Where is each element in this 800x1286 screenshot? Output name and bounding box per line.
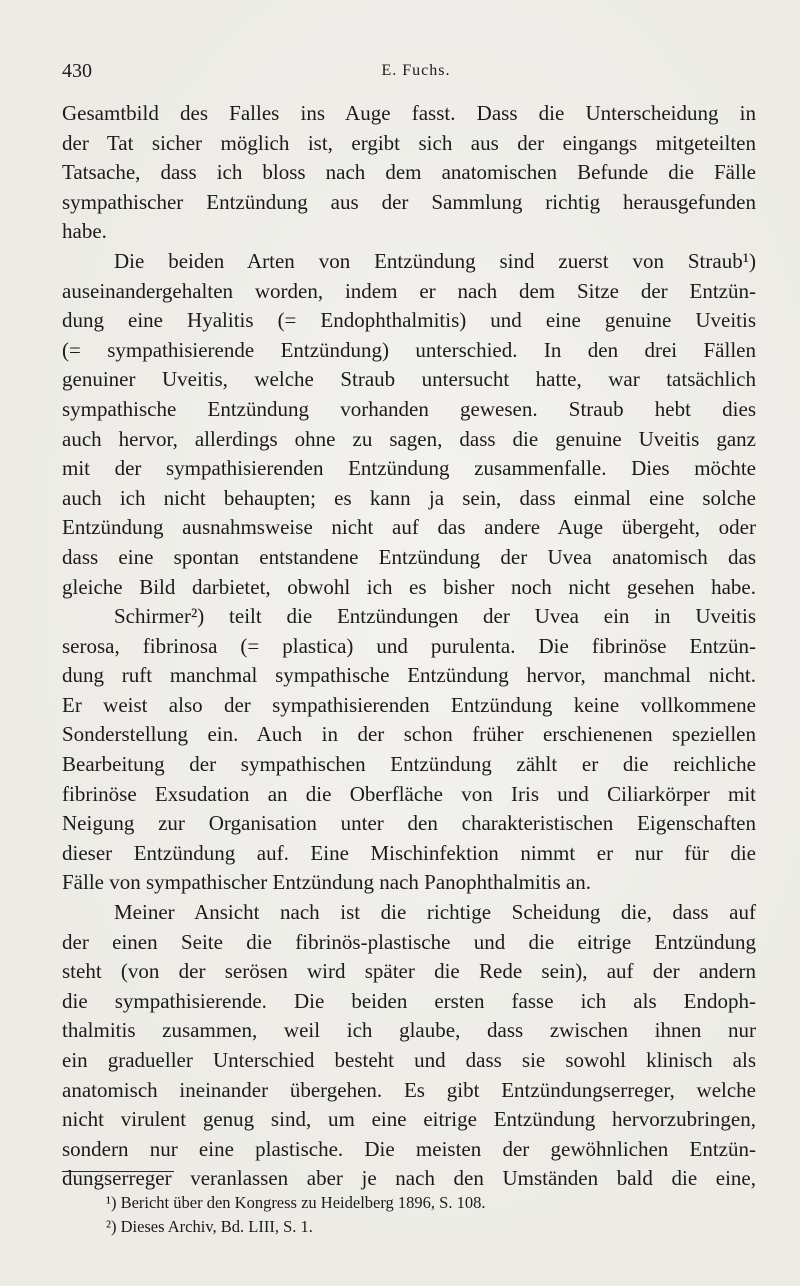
text-line: fibrinöse Exsudation an die Oberfläche von Iris und Ciliarkörper mit xyxy=(62,781,756,806)
text-line: thalmitis zusammen, weil ich glaube, dass zwischen ihnen nur xyxy=(62,1018,756,1043)
body-text xyxy=(62,99,756,1194)
text-line: ein gradueller Unterschied besteht und dass sie sowohl klinisch als xyxy=(62,1048,756,1072)
text-line: auch ich nicht behaupten; es kann ja sein, dass einmal eine solche xyxy=(62,485,756,510)
text-line: sympathischer Entzündung aus der Sammlung richtig herausgefunden xyxy=(62,189,756,214)
text-line: dass eine spontan entstandene Entzündung der Uvea anatomisch das xyxy=(62,544,756,569)
text-line: auseinandergehalten worden, indem er nach dem Sitze der Entzün- xyxy=(62,278,756,303)
text-line: habe. xyxy=(62,219,107,244)
page-number: 430 xyxy=(62,60,92,82)
text-line: dungserreger veranlassen aber je nach den Umständen bald die eine, xyxy=(62,1166,756,1191)
text-line: anatomisch ineinander übergehen. Es gibt Entzündungserreger, welche xyxy=(62,1077,756,1102)
text-line: Meiner Ansicht nach ist die richtige Scheidung die, dass auf xyxy=(114,900,756,925)
text-line: auch hervor, allerdings ohne zu sagen, dass die genuine Uveitis ganz xyxy=(62,426,756,451)
footnote-divider xyxy=(62,1171,174,1172)
text-line: Er weist also der sympathisierenden Entzündung keine vollkommene xyxy=(62,692,756,717)
text-line: dung ruft manchmal sympathische Entzündung hervor, manchmal nicht. xyxy=(62,663,756,688)
text-line: gleiche Bild darbietet, obwohl ich es bisher noch nicht gesehen habe. xyxy=(62,574,756,599)
text-line: Die beiden Arten von Entzündung sind zuerst von Straub¹) xyxy=(114,248,756,273)
text-line: Schirmer²) teilt die Entzündungen der Uvea ein in Uveitis xyxy=(114,604,756,629)
text-line: mit der sympathisierenden Entzündung zusammenfalle. Dies möchte xyxy=(62,456,756,481)
text-line: genuiner Uveitis, welche Straub untersucht hatte, war tatsächlich xyxy=(62,367,756,392)
footnote: ¹) Bericht über den Kongress zu Heidelberg 1896, S. 108. xyxy=(106,1193,486,1212)
text-line: der einen Seite die fibrinös-plastische und die eitrige Entzündung xyxy=(62,929,756,954)
text-line: Bearbeitung der sympathischen Entzündung zählt er die reichliche xyxy=(62,752,756,777)
text-line: Fälle von sympathischer Entzündung nach Panophthalmitis an. xyxy=(62,870,591,895)
text-line: Entzündung ausnahmsweise nicht auf das andere Auge übergeht, oder xyxy=(62,515,756,540)
text-line: serosa, fibrinosa (= plastica) und purulenta. Die fibrinöse Entzün- xyxy=(62,633,756,658)
text-line: dung eine Hyalitis (= Endophthalmitis) und eine genuine Uveitis xyxy=(62,308,756,333)
running-head: E. Fuchs. xyxy=(381,62,451,79)
text-line: (= sympathisierende Entzündung) unterschied. In den drei Fällen xyxy=(62,337,756,362)
text-line: die sympathisierende. Die beiden ersten fasse ich als Endoph- xyxy=(62,988,756,1013)
page-header xyxy=(62,60,770,86)
text-line: Gesamtbild des Falles ins Auge fasst. Dass die Unterscheidung in xyxy=(62,101,756,125)
text-line: steht (von der serösen wird später die Rede sein), auf der andern xyxy=(62,959,756,984)
text-line: der Tat sicher möglich ist, ergibt sich aus der eingangs mitgeteilten xyxy=(62,130,756,155)
text-line: nicht virulent genug sind, um eine eitrige Entzündung hervorzubringen, xyxy=(62,1107,756,1132)
text-line: dieser Entzündung auf. Eine Mischinfektion nimmt er nur für die xyxy=(62,840,756,865)
text-line: Tatsache, dass ich bloss nach dem anatomischen Befunde die Fälle xyxy=(62,160,756,185)
text-line: Neigung zur Organisation unter den charakteristischen Eigenschaften xyxy=(62,811,756,836)
footnote: ²) Dieses Archiv, Bd. LIII, S. 1. xyxy=(106,1217,313,1236)
text-line: sympathische Entzündung vorhanden gewesen. Straub hebt dies xyxy=(62,396,756,421)
text-line: Sonderstellung ein. Auch in der schon früher erschienenen speziellen xyxy=(62,722,756,747)
footnotes xyxy=(106,1191,485,1239)
text-line: sondern nur eine plastische. Die meisten der gewöhnlichen Entzün- xyxy=(62,1136,756,1161)
